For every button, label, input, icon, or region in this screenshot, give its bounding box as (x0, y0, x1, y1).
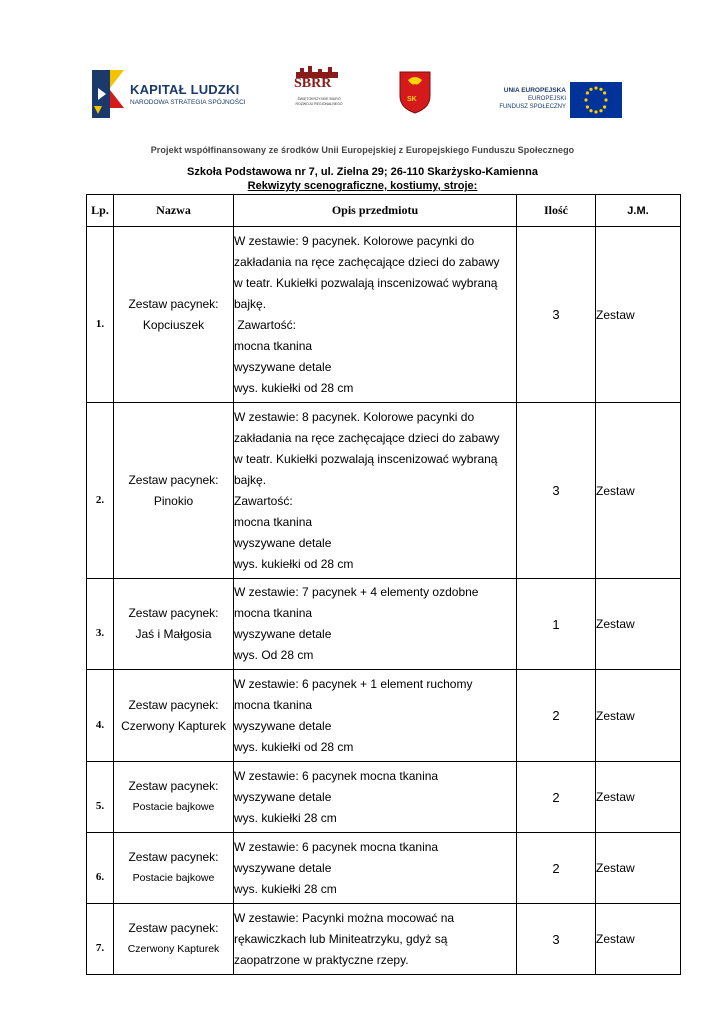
item-unit: Zestaw (596, 403, 681, 579)
project-funding-line: Projekt współfinansowany ze środków Unii Europejskiej z Europejskiego Funduszu Społecznego (150, 145, 575, 155)
item-quantity: 2 (517, 762, 596, 833)
table-row (87, 227, 681, 403)
item-name: Zestaw pacynek: Postacie bajkowe (114, 833, 234, 904)
eu-logo-text: UNIA EUROPEJSKA EUROPEJSKI FUNDUSZ SPOŁECZNY (499, 87, 566, 110)
header-description: Opis przedmiotu (234, 195, 517, 227)
item-unit: Zestaw (596, 833, 681, 904)
row-number: 2. (87, 403, 114, 579)
sbrr-logo (288, 64, 348, 122)
kapital-ludzki-tagline: NARODOWA STRATEGIA SPÓJNOŚCI (130, 99, 246, 106)
kapital-ludzki-emblem (88, 68, 128, 120)
table-row (87, 670, 681, 762)
school-address: Szkoła Podstawowa nr 7, ul. Zielna 29; 26-110 Skarżysko-Kamienna (187, 166, 538, 178)
item-name: Zestaw pacynek: Czerwony Kapturek (114, 904, 234, 975)
item-description: W zestawie: 6 pacynek mocna tkanina wyszywane detale wys. kukiełki 28 cm (234, 762, 517, 833)
eu-flag-icon (570, 82, 622, 118)
item-unit: Zestaw (596, 670, 681, 762)
item-name: Zestaw pacynek: Jaś i Małgosia (114, 579, 234, 670)
item-unit: Zestaw (596, 227, 681, 403)
item-quantity: 3 (517, 403, 596, 579)
item-name: Zestaw pacynek: Czerwony Kapturek (114, 670, 234, 762)
row-number: 5. (87, 762, 114, 833)
table-header-row (87, 195, 681, 227)
item-description: W zestawie: 6 pacynek + 1 element ruchomy mocna tkanina wyszywane detale wys. kukiełki od 28 cm (234, 670, 517, 762)
item-description: W zestawie: 8 pacynek. Kolorowe pacynki do zakładania na ręce zachęcające dzieci do zabawy w teatr. Kukiełki pozwalają inscenizować wybraną bajkę. Zawartość: mocna tkanina wyszywane detale wys. kukiełki od 28 cm (234, 403, 517, 579)
logo-band (0, 60, 725, 130)
table-row (87, 904, 681, 975)
header-quantity: Ilość (517, 195, 596, 227)
items-table (86, 194, 681, 975)
coat-of-arms-shield-icon (398, 70, 432, 114)
item-description: W zestawie: Pacynki można mocować na rękawiczkach lub Miniteatrzyku, gdyż są zaopatrzone w praktyczne rzepy. (234, 904, 517, 975)
item-unit: Zestaw (596, 904, 681, 975)
item-quantity: 3 (517, 904, 596, 975)
row-number: 7. (87, 904, 114, 975)
item-name: Zestaw pacynek: Kopciuszek (114, 227, 234, 403)
row-number: 1. (87, 227, 114, 403)
document-subtitle: Rekwizyty scenograficzne, kostiumy, stroje: (247, 180, 478, 192)
item-name: Zestaw pacynek: Postacie bajkowe (114, 762, 234, 833)
item-description: W zestawie: 7 pacynek + 4 elementy ozdobne mocna tkanina wyszywane detale wys. Od 28 cm (234, 579, 517, 670)
item-quantity: 2 (517, 833, 596, 904)
coat-of-arms-initials: SK (407, 96, 417, 103)
coat-of-arms-logo (398, 70, 432, 114)
item-description: W zestawie: 9 pacynek. Kolorowe pacynki do zakładania na ręce zachęcające dzieci do zabawy w teatr. Kukiełki pozwalają inscenizować wybraną bajkę. Zawartość: mocna tkanina wyszywane detale wys. kukiełki od 28 cm (234, 227, 517, 403)
table-row (87, 833, 681, 904)
row-number: 3. (87, 579, 114, 670)
item-name: Zestaw pacynek: Pinokio (114, 403, 234, 579)
item-quantity: 2 (517, 670, 596, 762)
item-description: W zestawie: 6 pacynek mocna tkanina wyszywane detale wys. kukiełki 28 cm (234, 833, 517, 904)
table-row (87, 579, 681, 670)
item-unit: Zestaw (596, 762, 681, 833)
kapital-ludzki-logo (88, 68, 288, 120)
header-name: Nazwa (114, 195, 234, 227)
sbrr-tagline: ŚWIĘTOKRZYSKIE BIURO ROZWOJU REGIONALNEGO (295, 97, 343, 106)
row-number: 6. (87, 833, 114, 904)
header-lp: Lp. (87, 195, 114, 227)
sbrr-name: SBRR (294, 76, 332, 91)
row-number: 4. (87, 670, 114, 762)
item-unit: Zestaw (596, 579, 681, 670)
item-quantity: 3 (517, 227, 596, 403)
kapital-ludzki-name: KAPITAŁ LUDZKI (130, 82, 240, 97)
eu-logo (494, 80, 624, 120)
header-unit: J.M. (596, 195, 681, 227)
item-quantity: 1 (517, 579, 596, 670)
table-row (87, 762, 681, 833)
table-row (87, 403, 681, 579)
